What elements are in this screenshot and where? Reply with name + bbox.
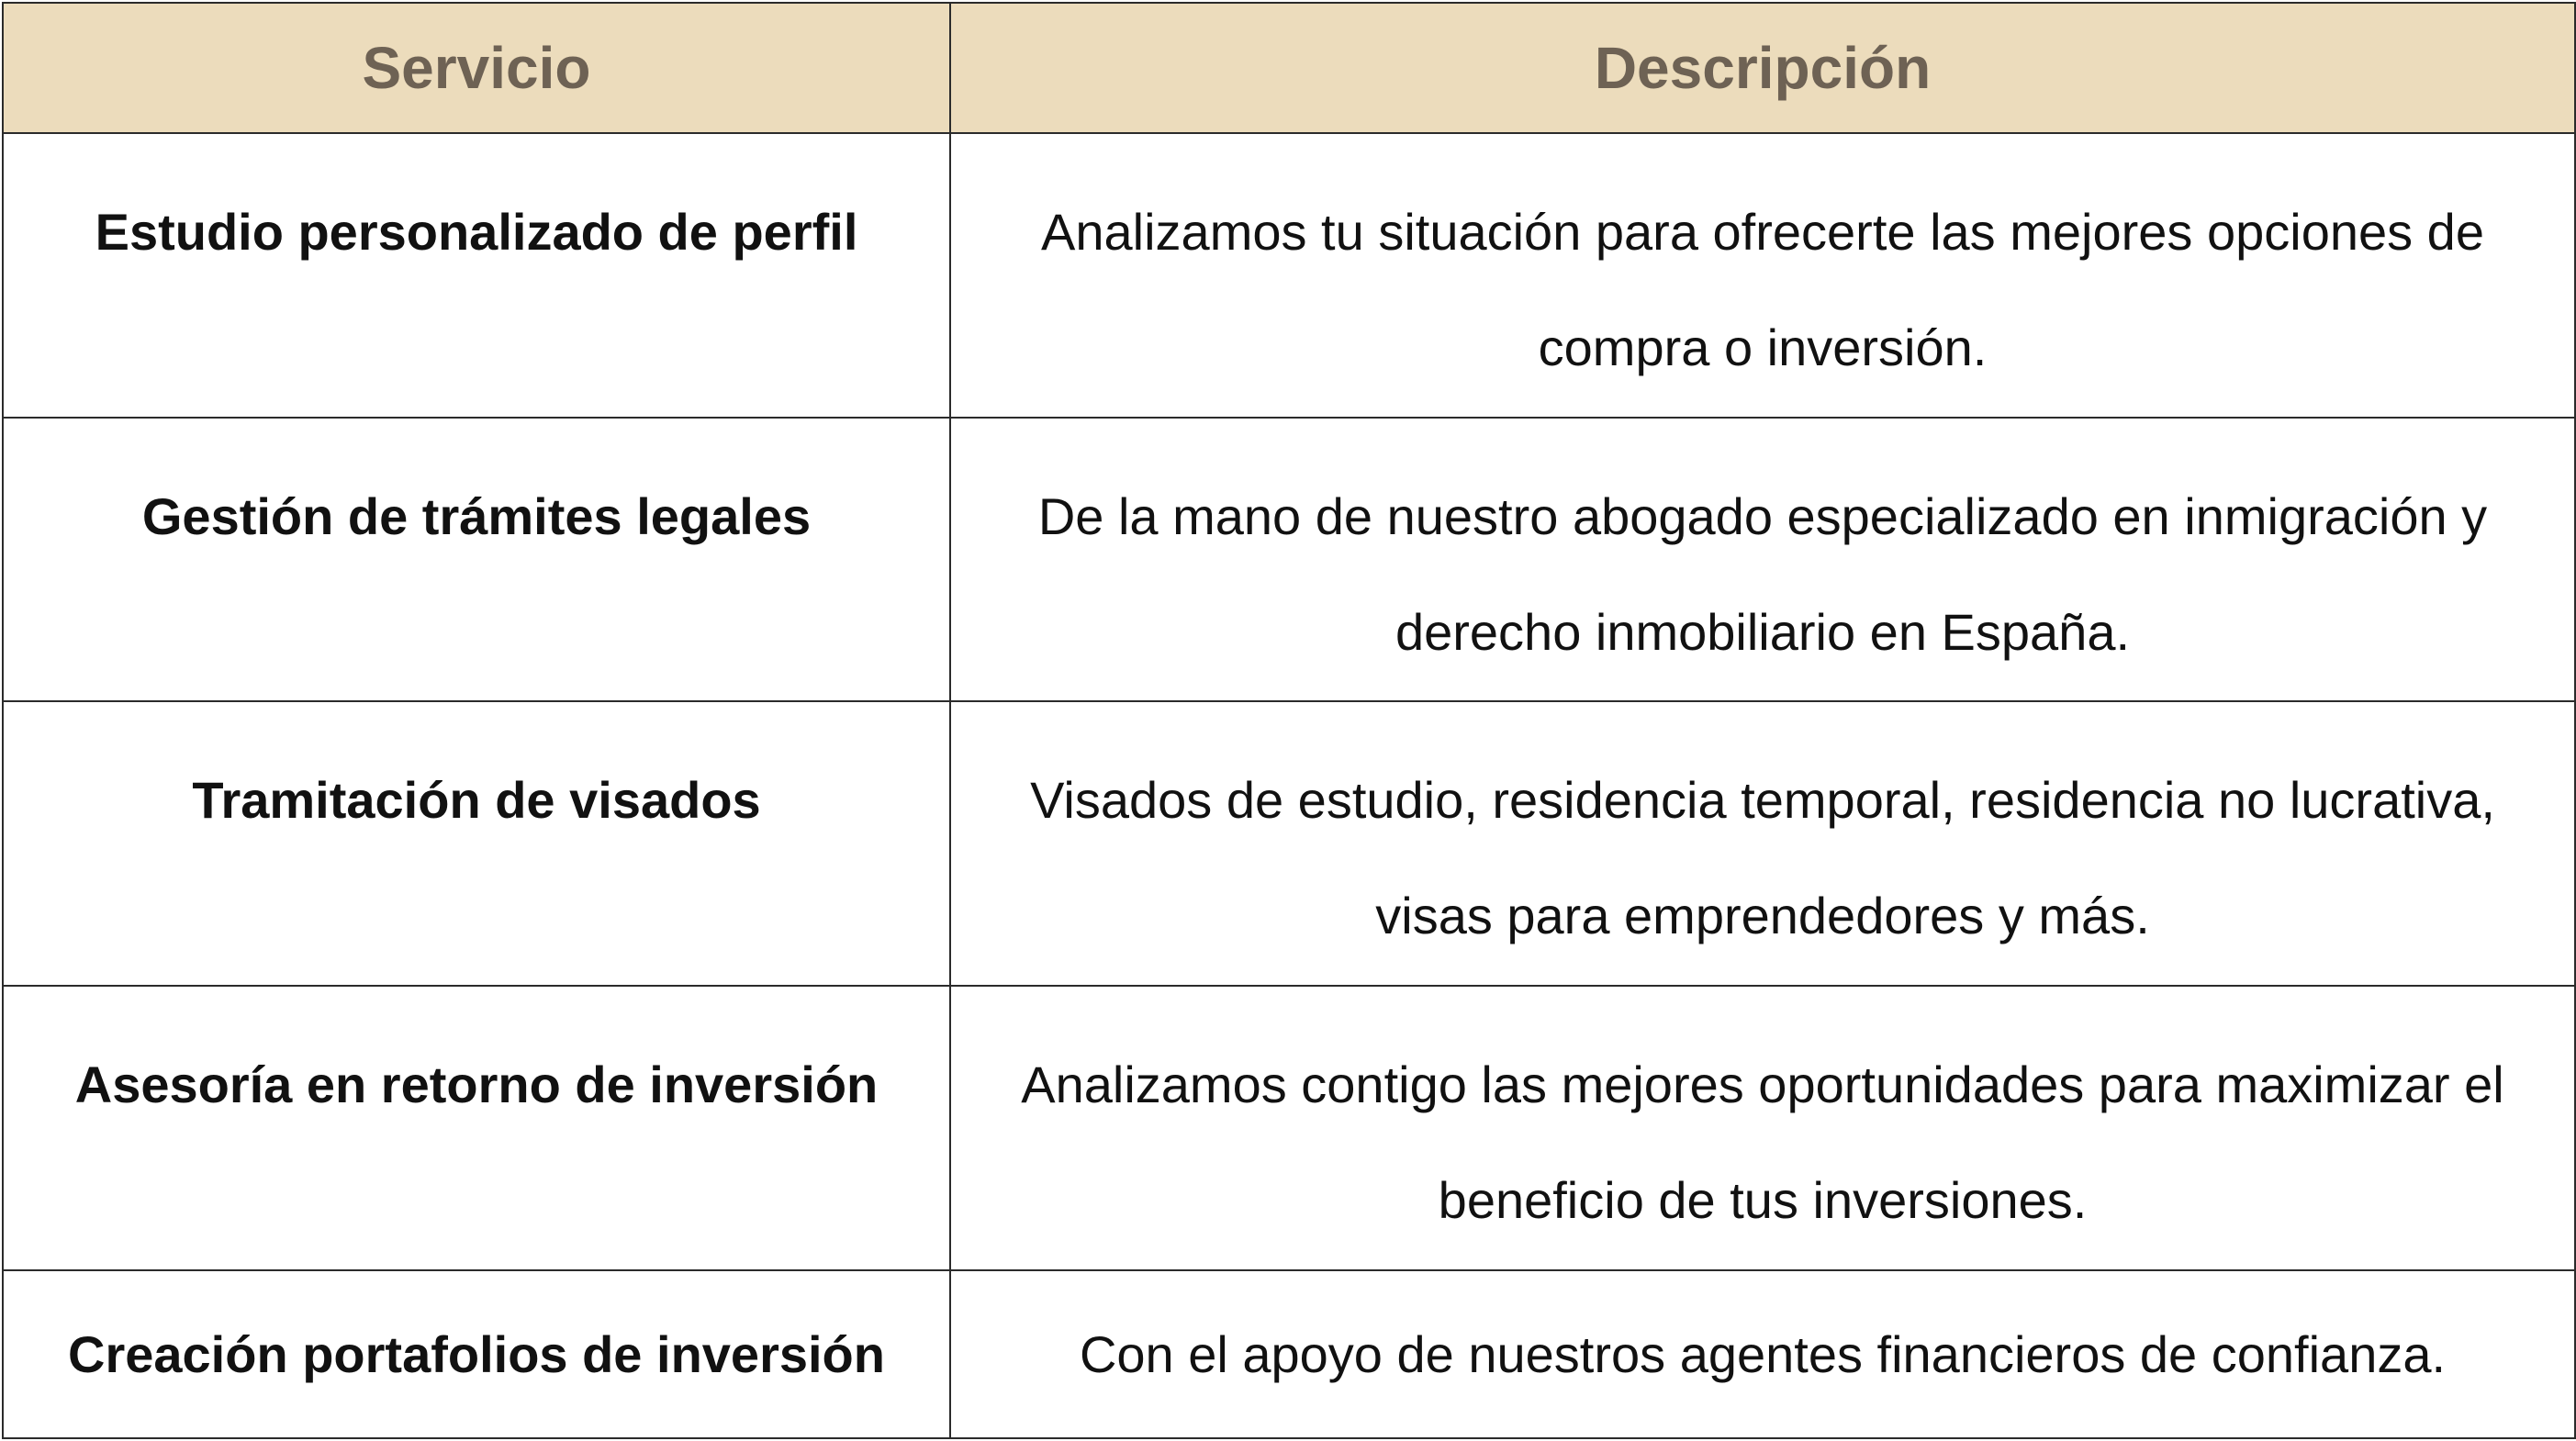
table-row bbox=[3, 1270, 2575, 1438]
table-row bbox=[3, 133, 2575, 418]
service-cell: Gestión de trámites legales bbox=[3, 418, 950, 702]
header-servicio: Servicio bbox=[3, 3, 950, 133]
description-cell: Con el apoyo de nuestros agentes financieros de confianza. bbox=[950, 1270, 2575, 1438]
table-header-row bbox=[3, 3, 2575, 133]
services-table bbox=[2, 2, 2576, 1439]
description-cell: Analizamos tu situación para ofrecerte las mejores opciones de compra o inversión. bbox=[950, 133, 2575, 418]
header-descripcion: Descripción bbox=[950, 3, 2575, 133]
service-cell: Creación portafolios de inversión bbox=[3, 1270, 950, 1438]
service-cell: Asesoría en retorno de inversión bbox=[3, 986, 950, 1270]
description-cell: Visados de estudio, residencia temporal, residencia no lucrativa, visas para emprendedores y más. bbox=[950, 701, 2575, 986]
service-cell: Estudio personalizado de perfil bbox=[3, 133, 950, 418]
table-row bbox=[3, 418, 2575, 702]
table-row bbox=[3, 701, 2575, 986]
table-row bbox=[3, 986, 2575, 1270]
service-cell: Tramitación de visados bbox=[3, 701, 950, 986]
description-cell: Analizamos contigo las mejores oportunidades para maximizar el beneficio de tus inversiones. bbox=[950, 986, 2575, 1270]
description-cell: De la mano de nuestro abogado especializado en inmigración y derecho inmobiliario en España. bbox=[950, 418, 2575, 702]
